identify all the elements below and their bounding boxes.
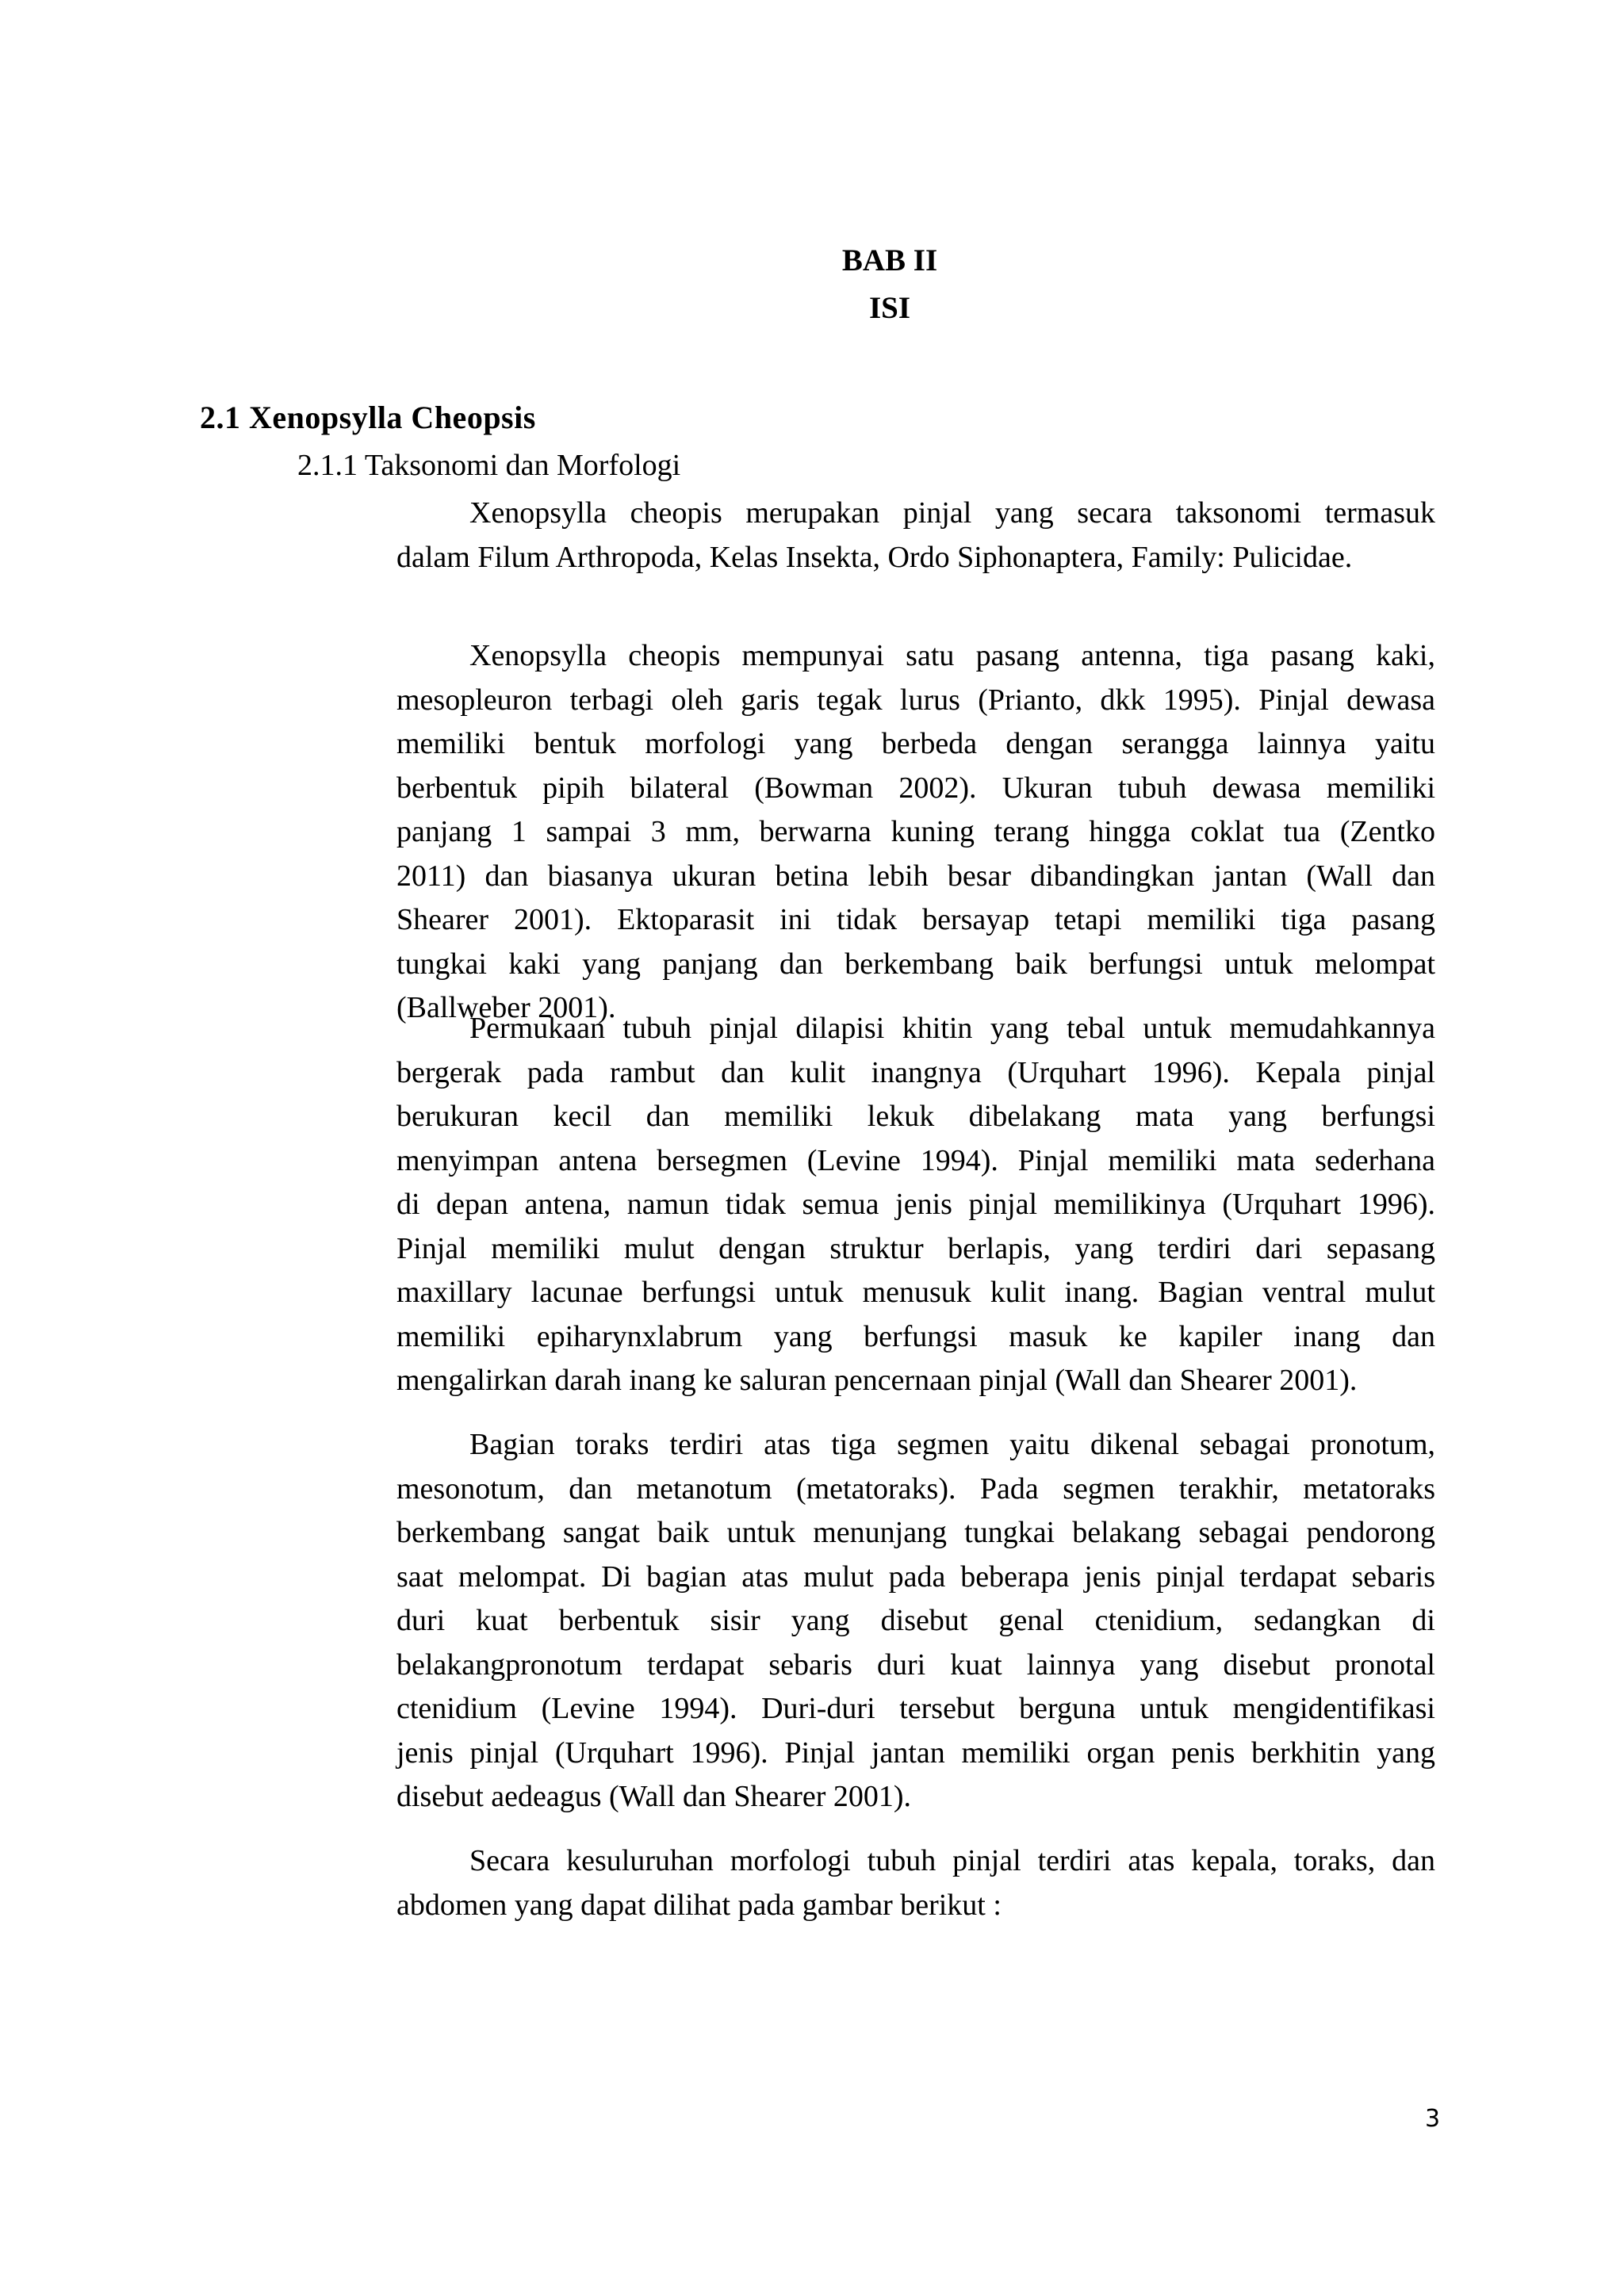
paragraph-line: berukuran kecil dan memiliki lekuk dibelakang mata yang berfungsi: [396, 1100, 1435, 1133]
paragraph-line: duri kuat berbentuk sisir yang disebut genal ctenidium, sedangkan di: [396, 1604, 1435, 1637]
paragraph-line: disebut aedeagus (Wall dan Shearer 2001).: [396, 1780, 912, 1813]
paragraph-line: berkembang sangat baik untuk menunjang tungkai belakang sebagai pendorong: [396, 1516, 1435, 1549]
paragraph-line: berbentuk pipih bilateral (Bowman 2002). Ukuran tubuh dewasa memiliki: [396, 771, 1435, 805]
paragraph: [396, 634, 1435, 1031]
paragraph: [396, 1423, 1435, 1820]
chapter-label: BAB II: [841, 243, 938, 277]
paragraph-line: jenis pinjal (Urquhart 1996). Pinjal jantan memiliki organ penis berkhitin yang: [396, 1735, 1435, 1770]
paragraph-line: memiliki epiharynxlabrum yang berfungsi masuk ke kapiler inang dan: [396, 1319, 1435, 1353]
paragraph-line: Bagian toraks terdiri atas tiga segmen yaitu dikenal sebagai pronotum,: [469, 1428, 1435, 1461]
paragraph-line: maxillary lacunae berfungsi untuk menusuk kulit inang. Bagian ventral mulut: [396, 1276, 1435, 1309]
paragraph-line: belakangpronotum terdapat sebaris duri kuat lainnya yang disebut pronotal: [396, 1647, 1435, 1682]
paragraph-line: menyimpan antena bersegmen (Levine 1994). Pinjal memiliki mata sederhana: [396, 1143, 1435, 1177]
paragraph: [396, 1007, 1435, 1403]
paragraph-line: (Ballweber 2001).: [396, 991, 616, 1024]
chapter-title: ISI: [868, 291, 911, 325]
paragraph-line: 2011) dan biasanya ukuran betina lebih besar dibandingkan jantan (Wall dan: [396, 859, 1435, 893]
paragraph-line: Pinjal memiliki mulut dengan struktur berlapis, yang terdiri dari sepasang: [396, 1231, 1435, 1265]
paragraph-line: mesopleuron terbagi oleh garis tegak lurus (Prianto, dkk 1995). Pinjal dewasa: [396, 683, 1435, 717]
paragraph-line: memiliki bentuk morfologi yang berbeda dengan serangga lainnya yaitu: [396, 727, 1435, 760]
paragraph-line: tungkai kaki yang panjang dan berkembang baik berfungsi untuk melompat: [396, 947, 1435, 981]
page-number: 3: [1425, 2105, 1441, 2133]
paragraph-line: ctenidium (Levine 1994). Duri-duri tersebut berguna untuk mengidentifikasi: [396, 1692, 1435, 1725]
paragraph: [396, 1839, 1435, 1927]
subsection-heading: 2.1.1 Taksonomi dan Morfologi: [297, 449, 681, 482]
paragraph: [396, 492, 1435, 580]
paragraph-line: abdomen yang dapat dilihat pada gambar berikut :: [396, 1888, 1002, 1922]
paragraph-line: Xenopsylla cheopis mempunyai satu pasang antenna, tiga pasang kaki,: [469, 639, 1435, 672]
paragraph-line: Secara kesuluruhan morfologi tubuh pinjal terdiri atas kepala, toraks, dan: [469, 1844, 1435, 1877]
paragraph-line: Xenopsylla cheopis merupakan pinjal yang secara taksonomi termasuk: [469, 496, 1435, 530]
paragraph-line: di depan antena, namun tidak semua jenis pinjal memilikinya (Urquhart 1996).: [396, 1188, 1435, 1221]
paragraph-line: panjang 1 sampai 3 mm, berwarna kuning terang hingga coklat tua (Zentko: [396, 815, 1435, 848]
paragraph-line: mengalirkan darah inang ke saluran pencernaan pinjal (Wall dan Shearer 2001).: [396, 1364, 1358, 1397]
section-heading: 2.1 Xenopsylla Cheopsis: [200, 400, 536, 435]
paragraph-line: bergerak pada rambut dan kulit inangnya (Urquhart 1996). Kepala pinjal: [396, 1055, 1435, 1089]
paragraph-line: saat melompat. Di bagian atas mulut pada beberapa jenis pinjal terdapat sebaris: [396, 1559, 1435, 1594]
paragraph-line: Shearer 2001). Ektoparasit ini tidak bersayap tetapi memiliki tiga pasang: [396, 903, 1435, 936]
paragraph-line: Permukaan tubuh pinjal dilapisi khitin yang tebal untuk memudahkannya: [469, 1012, 1435, 1045]
paragraph-line: mesonotum, dan metanotum (metatoraks). Pada segmen terakhir, metatoraks: [396, 1471, 1435, 1506]
paragraph-line: dalam Filum Arthropoda, Kelas Insekta, Ordo Siphonaptera, Family: Pulicidae.: [396, 540, 1353, 574]
